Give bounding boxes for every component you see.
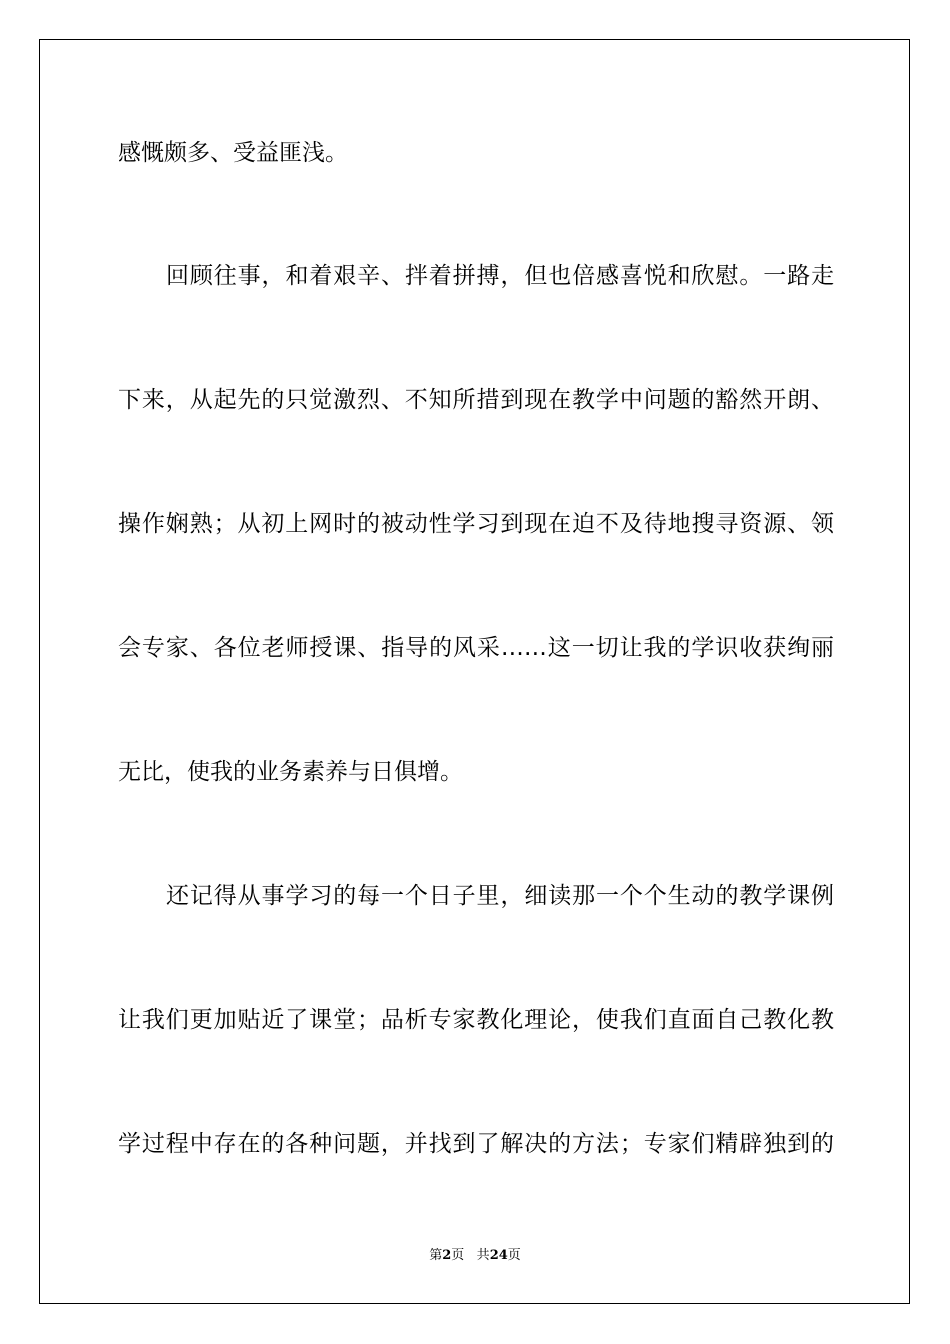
page-border [39,39,910,1304]
total-suffix: 页 [507,1248,521,1263]
text-line-6: 无比，使我的业务素养与日俱增。 [118,759,463,785]
page-footer [0,1247,950,1265]
total-pages: 24 [489,1248,508,1263]
text-line-8: 让我们更加贴近了课堂；品析专家教化理论，使我们直面自己教化教 [118,1007,834,1033]
text-line-2: 回顾往事，和着艰辛、拌着拼搏，但也倍感喜悦和欣慰。一路走 [166,263,834,289]
text-line-7: 还记得从事学习的每一个日子里，细读那一个个生动的教学课例 [166,883,834,909]
text-line-9: 学过程中存在的各种问题，并找到了解决的方法；专家们精辟独到的 [118,1131,834,1157]
text-line-3: 下来，从起先的只觉激烈、不知所措到现在教学中问题的豁然开朗、 [118,387,834,413]
total-prefix: 共 [476,1248,490,1263]
text-line-4: 操作娴熟；从初上网时的被动性学习到现在迫不及待地搜寻资源、领 [118,511,834,537]
page-prefix: 第 [429,1248,443,1263]
page-number: 2 [442,1248,452,1263]
text-line-1: 感慨颇多、受益匪浅。 [118,140,348,166]
page-suffix: 页 [451,1248,465,1263]
text-line-5: 会专家、各位老师授课、指导的风采……这一切让我的学识收获绚丽 [118,635,834,661]
